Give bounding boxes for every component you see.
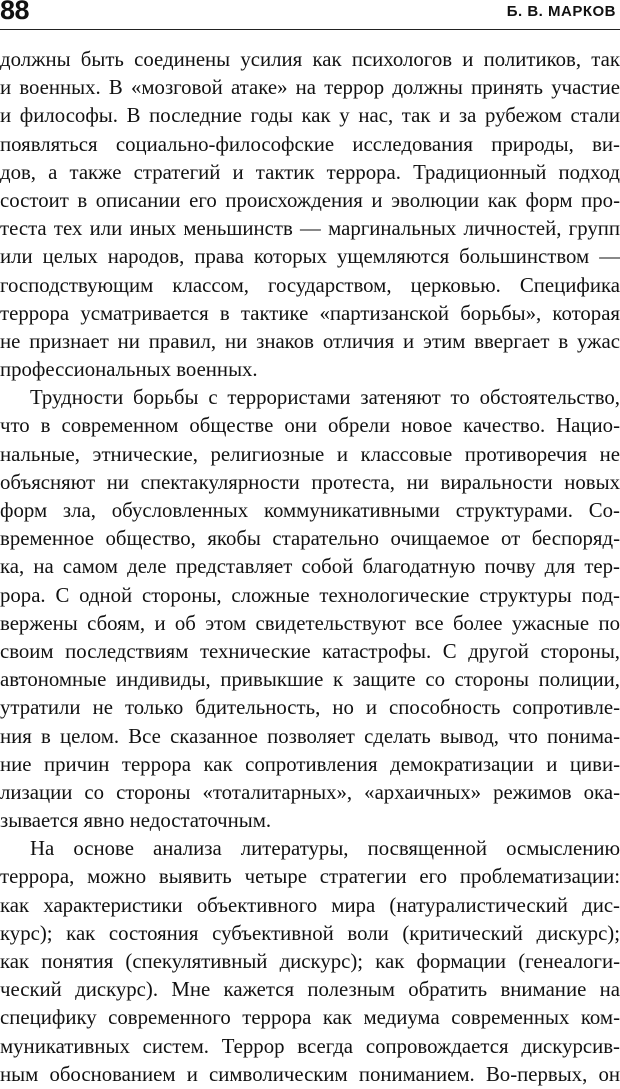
text-line: дов, а также стратегий и тактик террора. Традиционный подход bbox=[0, 160, 620, 184]
body-text bbox=[0, 46, 620, 1089]
text-line: террора усматривается в тактике «партизанской борьбы», которая bbox=[0, 301, 620, 325]
page-number: 88 bbox=[0, 0, 30, 25]
text-line: рора. С одной стороны, сложные технологические структуры под- bbox=[0, 583, 620, 607]
text-line: как характеристики объективного мира (натуралистический дис- bbox=[0, 893, 620, 917]
text-line: ка, на самом деле представляет собой благодатную почву для тер- bbox=[0, 555, 620, 579]
text-line: своим последствиям технические катастрофы. С другой стороны, bbox=[0, 639, 620, 663]
paragraph-first-line: На основе анализа литературы, посвященной осмыслению bbox=[30, 837, 620, 861]
text-line: нальные, этнические, религиозные и классовые противоречия не bbox=[0, 442, 620, 466]
text-line: профессиональных военных. bbox=[0, 358, 258, 382]
text-line: должны быть соединены усилия как психологов и политиков, так bbox=[0, 48, 620, 71]
text-line: объясняют ни спектакулярности протеста, ни виральности новых bbox=[0, 470, 620, 494]
text-line: как понятия (спекулятивный дискурс); как формации (генеалоги- bbox=[0, 950, 620, 973]
text-line: специфику современного террора как медиума современных ком- bbox=[0, 1006, 620, 1030]
text-line: вержены сбоям, и об этом свидетельствуют все более ужасные по bbox=[0, 611, 620, 635]
text-line: не признает ни правил, ни знаков отличия и этим ввергает в ужас bbox=[0, 329, 620, 353]
text-line: автономные индивиды, привыкшие к защите со стороны полиции, bbox=[0, 668, 620, 692]
running-head bbox=[0, 0, 620, 30]
text-line: курс); как состояния субъективной воли (критический дискурс); bbox=[0, 921, 620, 945]
text-line: или целых народов, права которых ущемляются большинством — bbox=[0, 245, 620, 269]
text-line: господствующим классом, государством, церковью. Специфика bbox=[0, 273, 620, 297]
text-line: ния в целом. Все сказанное позволяет сделать вывод, что понима- bbox=[0, 724, 620, 748]
text-line: ным обоснованием и символическим пониманием. Во-первых, он bbox=[0, 1062, 620, 1086]
text-line: появляться социально-философские исследования природы, ви- bbox=[0, 132, 620, 156]
text-line: ческий дискурс). Мне кажется полезным обратить внимание на bbox=[0, 978, 620, 1002]
text-line: террора, можно выявить четыре стратегии его проблематизации: bbox=[0, 865, 620, 889]
text-line: и военных. В «мозговой атаке» на террор должны принять участие bbox=[0, 76, 620, 100]
text-line: форм зла, обусловленных коммуникативными структурами. Со- bbox=[0, 499, 620, 522]
text-line: муникативных систем. Террор всегда сопровождается дискурсив- bbox=[0, 1034, 620, 1058]
text-line: утратили не только бдительность, но и способность сопротивле- bbox=[0, 696, 620, 720]
text-line: лизации со стороны «тоталитарных», «архаичных» режимов ока- bbox=[0, 780, 620, 804]
running-head-author: Б. В. МАРКОВ bbox=[506, 3, 616, 20]
text-line: теста тех или иных меньшинств — маргинальных личностей, групп bbox=[0, 217, 620, 241]
text-line: ние причин террора как сопротивления демократизации и циви- bbox=[0, 752, 620, 776]
text-line: и философы. В последние годы как у нас, так и за рубежом стали bbox=[0, 104, 620, 128]
text-line: временное общество, якобы старательно очищаемое от беспоряд- bbox=[0, 527, 620, 551]
text-line: состоит в описании его происхождения и эволюции как форм про- bbox=[0, 188, 620, 212]
text-line: зывается явно недостаточным. bbox=[0, 809, 272, 833]
paragraph-first-line: Трудности борьбы с террористами затеняют то обстоятельство, bbox=[30, 386, 620, 410]
text-line: что в современном обществе они обрели новое качество. Нацио- bbox=[0, 414, 620, 438]
